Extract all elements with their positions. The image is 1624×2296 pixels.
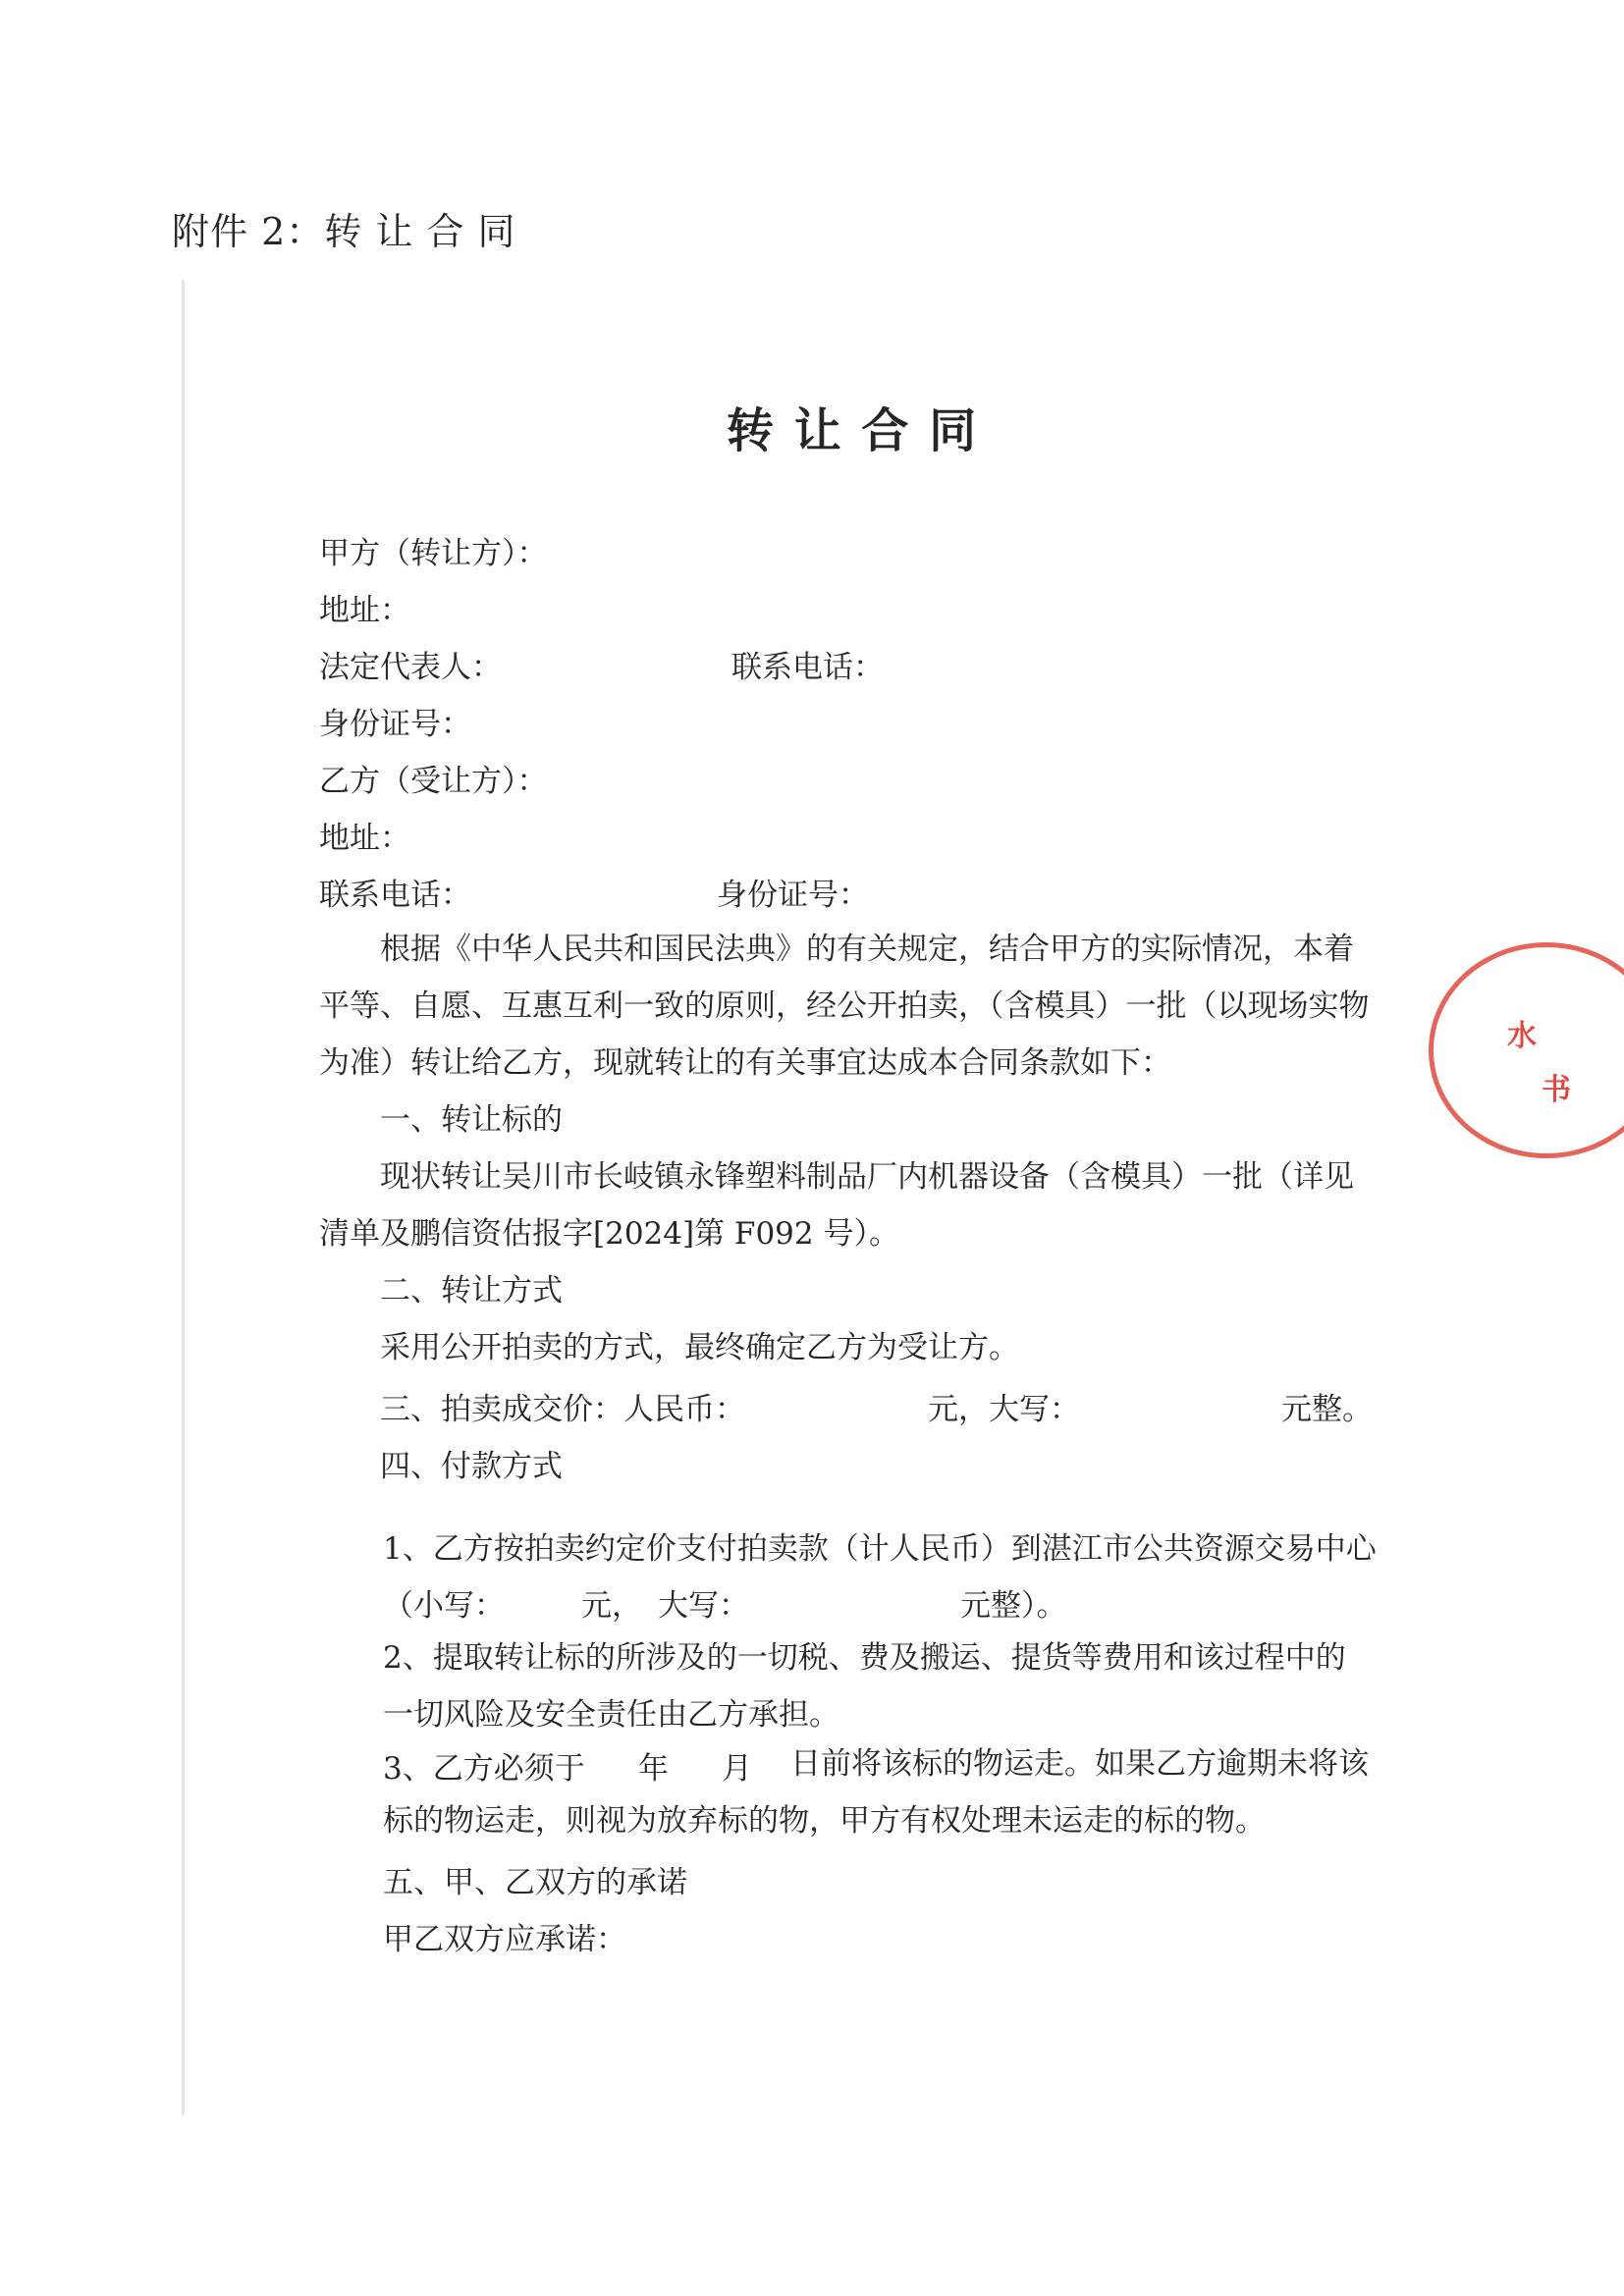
- section-4-item-1-daxie: 大写：: [658, 1588, 749, 1624]
- seal-char-1: 水: [1507, 1019, 1537, 1053]
- section-4-item-1-text: 1、乙方按拍卖约定价支付拍卖款（计人民币）到湛江市公共资源交易中心: [383, 1531, 1377, 1567]
- party-b-address-label: 地址：: [319, 821, 410, 856]
- section-1-heading: 一、转让标的: [380, 1102, 563, 1138]
- section-5-heading: 五、甲、乙双方的承诺: [383, 1865, 687, 1900]
- party-b-phone-label: 联系电话：: [319, 878, 471, 913]
- party-b-label: 乙方（受让方）：: [319, 764, 548, 799]
- section-5-body: 甲乙双方应承诺：: [383, 1922, 626, 1957]
- section-2-heading: 二、转让方式: [380, 1273, 563, 1308]
- party-a-id-label: 身份证号：: [319, 707, 471, 742]
- party-a-label: 甲方（转让方）：: [319, 536, 548, 571]
- section-4-item-3-rest: 日前将该标的物运走。如果乙方逾期未将该标的物运走，则视为放弃标的物，甲方有权处理未运走的标的物。: [383, 1746, 1369, 1839]
- document-title: 转 让 合 同: [727, 403, 979, 458]
- section-4-item-2: [383, 1629, 1370, 1743]
- intro-text: 根据《中华人民共和国民法典》的有关规定，结合甲方的实际情况，本着平等、自愿、互惠互利一致的原则，经公开拍卖，（含模具）一批（以现场实物为准）转让给乙方，现就转让的有关事宜达成本合同条款如下：: [319, 932, 1370, 1081]
- party-a-phone-label: 联系电话：: [731, 650, 884, 685]
- section-3-yuan-daxie: 元，大写：: [928, 1392, 1080, 1427]
- section-4-item-2-text: 2、提取转让标的所涉及的一切税、费及搬运、提货等费用和该过程中的一切风险及安全责任由乙方承担。: [383, 1640, 1346, 1733]
- section-3-label: 三、拍卖成交价：人民币：: [380, 1392, 745, 1427]
- section-1-body: 现状转让吴川市长岐镇永锋塑料制品厂内机器设备（含模具）一批（详见清单及鹏信资估报字[2024]第 F092 号）。: [319, 1159, 1354, 1252]
- section-2-body: 采用公开拍卖的方式，最终确定乙方为受让方。: [380, 1330, 1019, 1365]
- legal-rep-label: 法定代表人：: [319, 650, 502, 685]
- section-1: [319, 1092, 1370, 1262]
- attachment-title: 附件 2：转 让 合 同: [172, 210, 516, 253]
- section-4-item-1-yuan: 元，: [581, 1588, 642, 1624]
- seal-char-2: 书: [1542, 1073, 1571, 1107]
- section-3-yuan-zheng: 元整。: [1281, 1392, 1373, 1427]
- section-4-item-1-small: （小写：: [383, 1588, 505, 1624]
- section-4-heading: 四、付款方式: [380, 1449, 563, 1484]
- section-2: [319, 1262, 1370, 1376]
- party-b-id-label: 身份证号：: [717, 878, 869, 913]
- intro-paragraph: [319, 921, 1370, 1092]
- section-4-item-3-start: 3、乙方必须于: [383, 1751, 585, 1787]
- section-4-item-3-year: 年: [638, 1751, 669, 1787]
- section-4-item-3-month: 月: [722, 1751, 752, 1787]
- party-a-address-label: 地址：: [319, 593, 410, 628]
- section-4-item-3: [383, 1735, 1370, 1849]
- section-4-item-1-end: 元整）。: [960, 1588, 1067, 1624]
- red-seal-stamp: [1429, 942, 1624, 1158]
- scan-edge-line: [182, 280, 185, 2115]
